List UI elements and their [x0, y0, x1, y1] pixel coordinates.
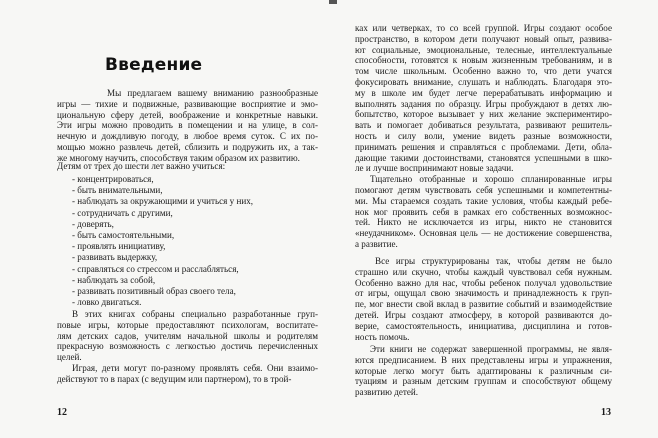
page-number: 12 [57, 407, 67, 418]
text-line: нок мог проявить себя в рамках его собственных возможнос- [355, 206, 612, 217]
text-line: тей. Никто не исключается из игры, никто не становится [355, 217, 612, 228]
text-line: ность помочь. [355, 331, 410, 342]
text-line: Эти книги не содержат завершенной программы, не явля- [370, 344, 612, 354]
text-line: верие, самостоятельность, инициатива, дисциплина и готов- [355, 320, 612, 331]
text-line: целей. [57, 352, 82, 363]
right-page [329, 0, 658, 438]
text-line: от игры, ощущал свою значимость и принадлежность к груп- [355, 288, 612, 299]
text-line: лям детских садов, учителям начальной школы и родителям [57, 330, 318, 341]
text-line: выполнять задания по образцу. Игры пробуждают в детях лю- [355, 98, 612, 109]
text-line: детей. Игры создают атмосферу, в которой развиваются до- [355, 310, 612, 320]
text-line: а развитие. [355, 239, 398, 249]
text-line: бопытство, которое вызывает у них желание экспериментиро- [355, 109, 612, 120]
text-line: «неудачником». Основная цель — не достижение совершенства, [355, 228, 612, 239]
text-line: ках или четверках, то со всей группой. Игры создают особое [355, 23, 612, 33]
text-line: Особенно важно для нас, чтобы ребенок получал удовольствие [355, 277, 612, 288]
page-number: 13 [601, 407, 611, 418]
list-item: - наблюдать за собой, [72, 274, 156, 285]
text-line: мощью можно развлечь детей, сблизить и подружить их, а так- [57, 142, 318, 152]
text-line: Эти игры можно проводить в помещении и на улице, в сол- [57, 120, 318, 131]
list-item: - доверять, [72, 218, 114, 229]
text-line: которые легко могут быть адаптированы к различным си- [355, 365, 612, 376]
text-line: нечную и дождливую погоду, в любое время суток. С их по- [57, 131, 318, 142]
text-line: ность и силу воли, умение видеть разные возможности, [355, 131, 612, 141]
list-item: - справляться со стрессом и расслабляться, [72, 263, 239, 274]
text-line: ми. Мы стараемся создать такие условия, чтобы каждый ребе- [355, 195, 612, 206]
scan-edge-mark [329, 0, 337, 4]
text-line: том числе школьным. Особенно важно то, что дети учатся [355, 66, 612, 77]
text-line: Тщательно отобранные и хорошо спланированные игры [370, 174, 612, 185]
text-line: способности, готовятся к новым жизненным требованиям, и в [355, 55, 612, 66]
text-line: Все игры структурированы так, чтобы детям не было [375, 256, 612, 266]
list-item: - проявлять инициативу, [72, 241, 166, 252]
text-line: принимать решения и справляться с проблемами. Дети, обла- [355, 141, 612, 152]
list-item: - наблюдать за окружающими и учиться у них, [72, 196, 254, 207]
text-line: фокусировать внимание, слушать и наблюдать. Благодаря это- [355, 77, 612, 87]
text-line: Детям от трех до шести лет важно учиться: [57, 161, 226, 171]
list-item: - сотрудничать с другими, [72, 207, 173, 218]
text-line: циональную сферу детей, воображение и конкретные навыки. [57, 109, 318, 120]
list-item: - развивать выдержку, [72, 252, 158, 263]
text-line: пространство, в котором дети получают новый опыт, развива- [355, 33, 612, 44]
chapter-title: Введение [105, 55, 203, 75]
list-item: - быть внимательными, [72, 185, 163, 196]
list-item: - ловко двигаться. [72, 297, 142, 308]
list-item: - быть самостоятельными, [72, 230, 175, 240]
text-line: ются предписанием. В них представлены игры и упражнения, [355, 354, 612, 365]
text-line: игры — тихие и подвижные, развивающие восприятие и эмо- [57, 98, 318, 109]
text-line: страшно или скучно, чтобы каждый чувствовал себя нужным. [355, 266, 612, 277]
text-line: помогают детям чувствовать себя успешными и компетентны- [355, 185, 612, 195]
text-line: прекрасную возможность с легкостью достичь перечисленных [57, 341, 318, 352]
text-line: ле и лучше воспринимают новые задачи. [355, 163, 514, 174]
list-item: - развивать позитивный образ своего тела, [72, 286, 236, 296]
text-line: ют социальные, эмоциональные, телесные, интеллектуальные [355, 44, 612, 55]
text-line: же многому научить, способствуя таким образом их развитию. [57, 152, 300, 163]
text-line: пе, мог внести свой вклад в развитие событий и взаимодействие [355, 299, 612, 310]
text-line: повые игры, которые предоставляют психологам, воспитате- [57, 319, 318, 330]
text-line: действуют то в парах (с ведущим или партнером), то в трой- [57, 373, 292, 384]
text-line: му в школе им будет легче перерабатывать информацию и [355, 87, 612, 98]
text-line: развитию детей. [355, 387, 419, 398]
text-line: Играя, дети могут по-разному проявлять себя. Они взаимо- [72, 363, 318, 373]
text-line: туациям и разным детским группам и способствуют общему [355, 376, 612, 387]
list-item: - концентрироваться, [72, 174, 154, 184]
text-line: дающие такими достоинствами, становятся успешными в шко- [355, 152, 612, 163]
text-line: В этих книгах собраны специально разработанные груп- [72, 309, 318, 319]
text-line: вать и помогает добиваться результата, развивают решитель- [355, 120, 612, 131]
text-line: Мы предлагаем вашему вниманию разнообразные [107, 88, 318, 98]
